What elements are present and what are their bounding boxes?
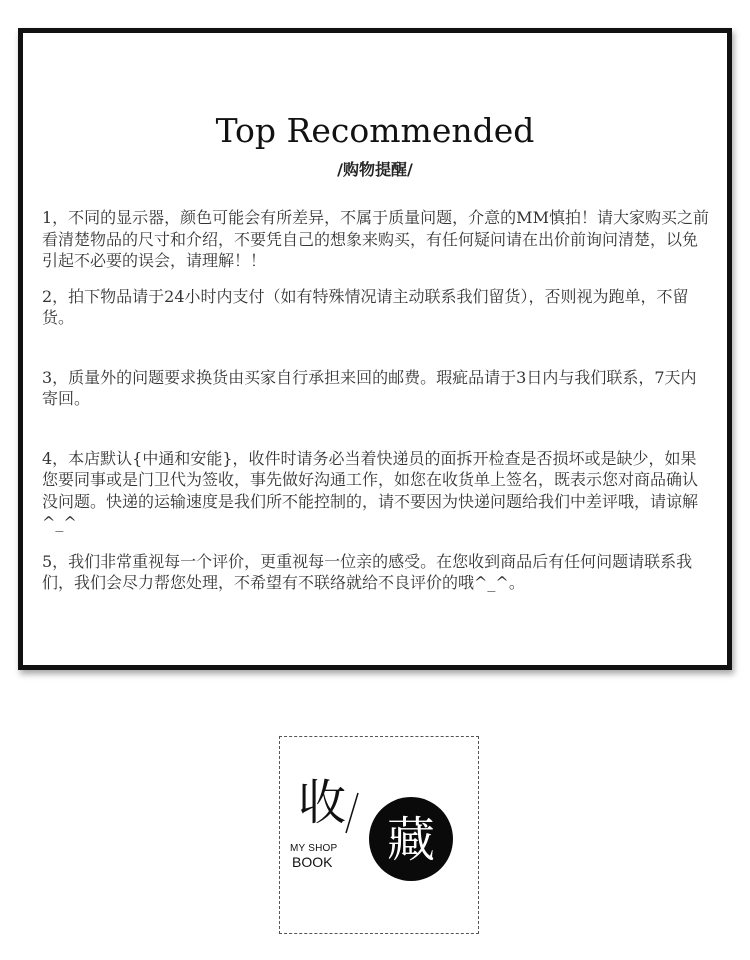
shop-label-line1: MY SHOP: [290, 843, 338, 854]
favorite-char-left: 收: [298, 775, 347, 831]
notice-item-3: 3，质量外的问题要求换货由买家自行承担来回的邮费。瑕疵品请于3日内与我们联系，7天内寄回。: [42, 367, 697, 408]
notice-item-4: 4，本店默认{中通和安能}，收件时请务必当着快递员的面拆开检查是否损坏或是缺少，如果您要同事或是门卫代为签收，事先做好沟通工作，如您在收货单上签名，既表示您对商品确认没问题。快递的运输速度是我们所不能控制的，请不要因为快递问题给我们中差评哦，请谅解^_^: [42, 448, 699, 532]
shopping-notice-box: [18, 28, 732, 670]
favorite-char-right: 藏: [386, 812, 435, 868]
notice-subtitle: /购物提醒/: [337, 160, 413, 179]
notice-item-2: 2，拍下物品请于24小时内支付（如有特殊情况请主动联系我们留货），否则视为跑单，不留货。: [42, 286, 689, 327]
notice-item-1: 1，不同的显示器，颜色可能会有所差异，不属于质量问题，介意的MM慎拍！请大家购买之前看清楚物品的尺寸和介绍，不要凭自己的想象来购买，有任何疑问请在出价前询问清楚，以免引起不必要的误会，请理解！！: [42, 208, 709, 270]
favorite-circle-icon: [369, 797, 453, 881]
add-to-favorites-button[interactable]: [279, 736, 479, 934]
slash-divider-icon: [342, 789, 362, 837]
notice-title: Top Recommended: [215, 111, 535, 150]
notice-item-5: 5，我们非常重视每一个评价，更重视每一位亲的感受。在您收到商品后有任何问题请联系我们，我们会尽力帮您处理，不希望有不联络就给不良评价的哦^_^。: [42, 551, 693, 592]
shop-label-line2: BOOK: [292, 854, 333, 870]
notice-list: [42, 207, 712, 594]
